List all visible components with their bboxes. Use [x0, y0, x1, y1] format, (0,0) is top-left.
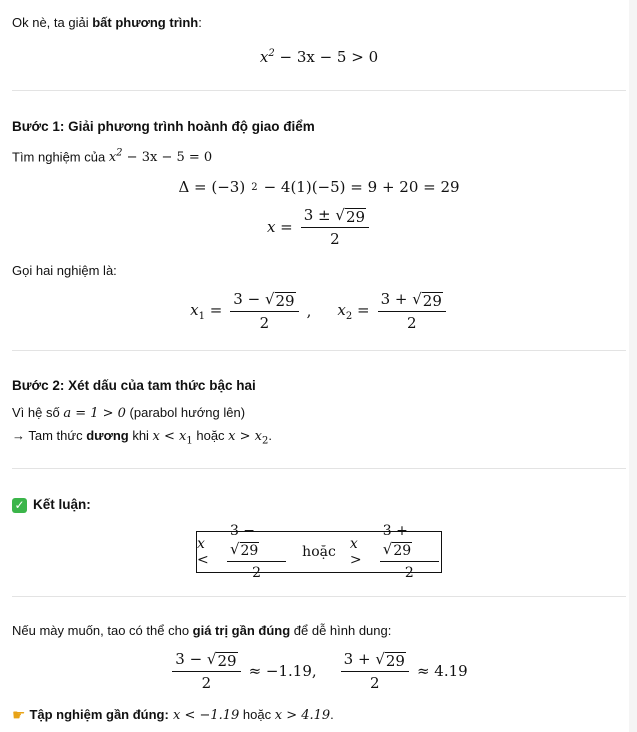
divider: [12, 596, 626, 597]
step2-line2: → Tam thức dương khi $x < x_1$ hoặc $x > x_2$.: [12, 428, 272, 447]
conclusion-title: ✓ Kết luận:: [12, 496, 91, 514]
divider: [12, 350, 626, 351]
approx-line: Nếu mày muốn, tao có thể cho giá trị gần đúng để dễ hình dung:: [12, 623, 392, 638]
conclusion-box: x < 3 − √ 29 2 hoặc x > 3 + √ 29 2: [196, 531, 442, 573]
main-inequality: $x^2 - 3x - 5 > 0$: [259, 48, 379, 66]
approx-values: 3 − √ 29 2 ≈ −1.19, 3 + √ 29 2 ≈ 4.19: [12, 650, 626, 692]
final-line: ☛ Tập nghiệm gần đúng: x < −1.19 hoặc x > 4.19.: [12, 706, 334, 724]
step2-title: Bước 2: Xét dấu của tam thức bậc hai: [12, 378, 256, 393]
intro-text: Ok nè, ta giải: [12, 15, 93, 30]
roots-label: Gọi hai nghiệm là:: [12, 263, 117, 278]
quadratic-formula: x = 3 ± √ 29 2: [12, 206, 626, 248]
divider: [12, 90, 626, 91]
roots-equation: $x_1$ = 3 − √ 29 2 , $x_2$ = 3 + √ 29 2: [12, 290, 626, 332]
checkmark-icon: ✓: [12, 498, 27, 513]
step2-line1: Vì hệ số a = 1 > 0 (parabol hướng lên): [12, 405, 246, 421]
intro-bold: bất phương trình: [92, 15, 199, 30]
step1-title: Bước 1: Giải phương trình hoành độ giao điểm: [12, 119, 315, 134]
pointing-hand-icon: ☛: [12, 706, 26, 724]
delta-equation: Δ = (−3) 2 − 4(1)(−5) = 9 + 20 = 29: [178, 178, 460, 196]
scrollbar[interactable]: [629, 0, 637, 732]
intro-line: [12, 14, 202, 32]
intro-suffix: :: [198, 15, 202, 30]
step1-find: Tìm nghiệm của $x^2 - 3x - 5 = 0$: [12, 148, 213, 166]
divider: [12, 468, 626, 469]
